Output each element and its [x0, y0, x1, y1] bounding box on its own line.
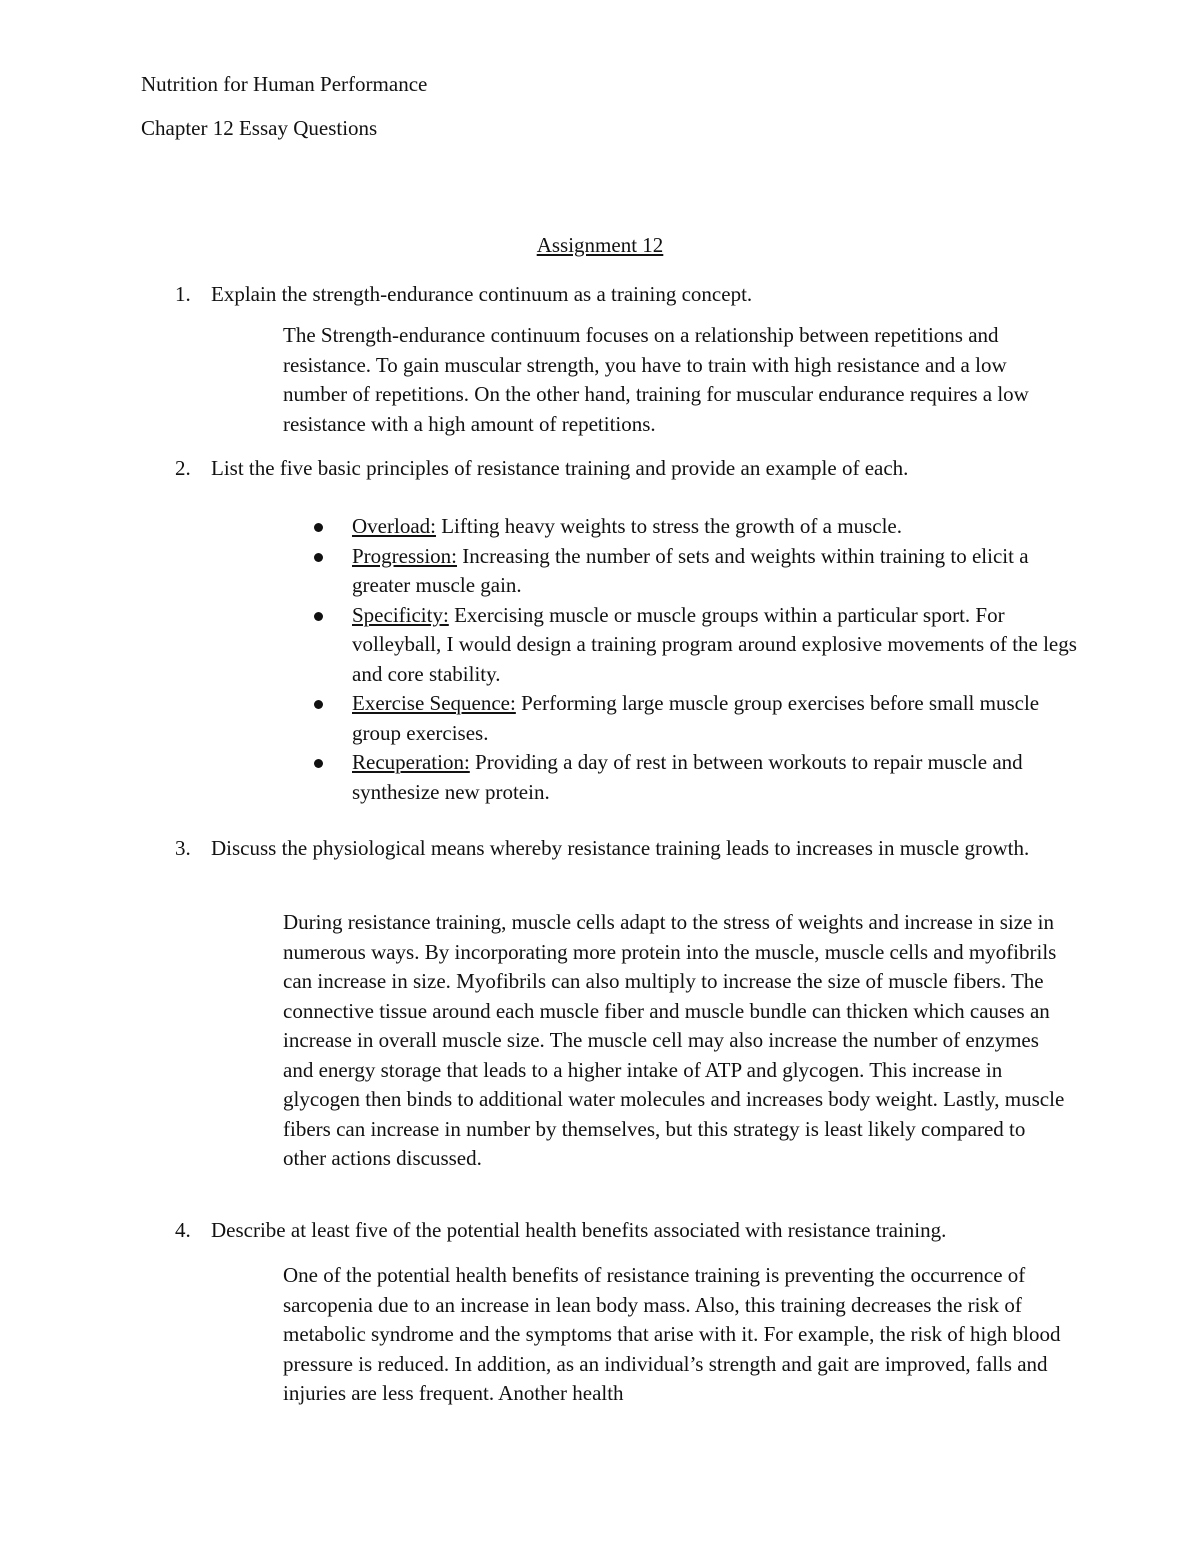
- question-number: 4.: [175, 1218, 191, 1242]
- list-item: [310, 689, 1080, 748]
- bullet-icon: [314, 759, 323, 768]
- question-number: 1.: [175, 282, 191, 306]
- question-text: List the five basic principles of resistance training and provide an example of each.: [211, 456, 909, 480]
- principle-term: Overload:: [352, 514, 436, 538]
- principle-description: Providing a day of rest in between workouts to repair muscle and synthesize new protein.: [352, 750, 1023, 804]
- question-number: 3.: [175, 836, 191, 860]
- assignment-title: Assignment 12: [536, 233, 664, 257]
- principle-description: Increasing the number of sets and weights within training to elicit a greater muscle gain.: [352, 543, 1029, 597]
- principle-description: Exercising muscle or muscle groups within a particular sport. For volleyball, I would design a training program around explosive movements of the legs and core stability.: [352, 602, 1077, 686]
- bullet-icon: [314, 612, 323, 621]
- principle-term: Recuperation:: [352, 750, 470, 774]
- principle-description: Lifting heavy weights to stress the growth of a muscle.: [435, 514, 902, 538]
- list-item: [310, 512, 1080, 542]
- question-number: 2.: [175, 456, 191, 480]
- question-3: [141, 834, 1061, 864]
- bullet-icon: [314, 553, 323, 562]
- answer-1: The Strength-endurance continuum focuses on a relationship between repetitions and resistance. To gain muscular strength, you have to train with high resistance and a low number of repetitions. On the other hand, training for muscular endurance requires a low resistance with a high amount of repetitions.: [283, 323, 1029, 436]
- list-item: [310, 748, 1080, 807]
- list-item: [310, 542, 1080, 601]
- chapter-title: Chapter 12 Essay Questions: [141, 116, 378, 140]
- question-2: [141, 454, 1061, 484]
- principle-term: Progression:: [352, 543, 457, 568]
- course-title: Nutrition for Human Performance: [141, 72, 428, 96]
- question-1: [141, 280, 1061, 310]
- principles-list: [310, 512, 1080, 807]
- principle-term: Exercise Sequence:: [352, 691, 516, 715]
- answer-4: One of the potential health benefits of resistance training is preventing the occurrence of sarcopenia due to an increase in lean body mass. Also, this training decreases the risk of metabolic syndrome and the symptoms that arise with it. For example, the risk of high blood pressure is reduced. In addition, as an individual’s strength and gait are improved, falls and injuries are less frequent. Another health: [283, 1263, 1061, 1405]
- question-text: Explain the strength-endurance continuum as a training concept.: [211, 282, 753, 306]
- question-text: Describe at least five of the potential health benefits associated with resistance training.: [211, 1218, 947, 1242]
- question-text: Discuss the physiological means whereby resistance training leads to increases in muscle growth.: [211, 836, 1030, 860]
- answer-3: During resistance training, muscle cells adapt to the stress of weights and increase in size in numerous ways. By incorporating more protein into the muscle, muscle cells and myofibrils can increase in size. Myofibrils can also multiply to increase the size of muscle fibers. The connective tissue around each muscle fiber and muscle bundle can thicken which causes an increase in overall muscle size. The muscle cell may also increase the number of enzymes and energy storage that leads to a higher intake of ATP and glycogen. This increase in glycogen then binds to additional water molecules and increases body weight. Lastly, muscle fibers can increase in number by themselves, but this strategy is least likely compared to other actions discussed.: [283, 910, 1065, 1170]
- bullet-icon: [314, 523, 323, 532]
- bullet-icon: [314, 700, 323, 709]
- principle-description: Performing large muscle group exercises before small muscle group exercises.: [352, 691, 1040, 745]
- principle-term: Specificity:: [352, 602, 449, 627]
- list-item: [310, 601, 1080, 690]
- question-4: [141, 1216, 1061, 1246]
